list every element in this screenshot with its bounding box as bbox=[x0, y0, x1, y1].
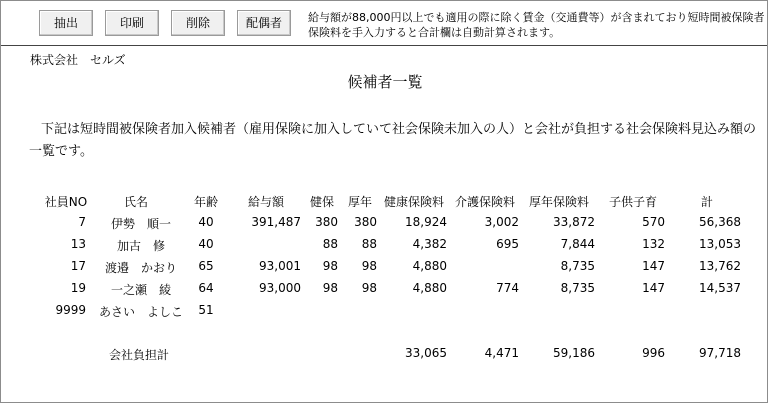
page-title: 候補者一覧 bbox=[347, 73, 423, 91]
row-2-health-grade: 98 bbox=[322, 259, 338, 273]
notice-line-2: 保険料を手入力すると合計欄は自動計算されます。 bbox=[308, 26, 561, 39]
company-name: 株式会社 セルズ bbox=[30, 53, 126, 67]
row-1-emp-no: 13 bbox=[70, 237, 86, 251]
row-0-pension-grade: 380 bbox=[354, 215, 377, 229]
row-0-care-premium: 3,002 bbox=[484, 215, 519, 229]
row-2-emp-no: 17 bbox=[70, 259, 86, 273]
row-2-pension-grade: 98 bbox=[361, 259, 377, 273]
header-pension-premium: 厚年保険料 bbox=[528, 195, 589, 209]
row-3-child-support: 147 bbox=[642, 281, 665, 295]
row-0-health-grade: 380 bbox=[315, 215, 338, 229]
description-line-2: 一覧です。 bbox=[29, 144, 93, 159]
notice-text bbox=[308, 10, 768, 40]
row-2-child-support: 147 bbox=[642, 259, 665, 273]
spouse-button[interactable]: 配偶者 bbox=[237, 10, 291, 36]
row-2-total: 13,762 bbox=[699, 259, 741, 273]
header-pension-grade: 厚年 bbox=[347, 195, 372, 209]
row-3-health-premium: 4,880 bbox=[412, 281, 447, 295]
header-total: 計 bbox=[701, 195, 714, 209]
row-3-name: 一之瀬 綾 bbox=[110, 283, 171, 297]
header-health-grade: 健保 bbox=[309, 195, 334, 209]
row-0-pension-premium: 33,872 bbox=[553, 215, 595, 229]
row-0-name: 伊勢 順一 bbox=[110, 217, 171, 231]
row-1-child-support: 132 bbox=[642, 237, 665, 251]
row-1-total: 13,053 bbox=[699, 237, 741, 251]
row-0-salary: 391,487 bbox=[251, 215, 301, 229]
row-3-pension-grade: 98 bbox=[361, 281, 377, 295]
row-3-salary: 93,000 bbox=[259, 281, 301, 295]
header-name: 氏名 bbox=[123, 195, 148, 209]
row-3-age: 64 bbox=[198, 281, 214, 295]
row-2-name: 渡邉 かおり bbox=[104, 261, 177, 275]
row-1-pension-grade: 88 bbox=[361, 237, 377, 251]
header-health-premium: 健康保険料 bbox=[383, 195, 444, 209]
header-salary: 給与額 bbox=[247, 195, 284, 209]
row-2-salary: 93,001 bbox=[259, 259, 301, 273]
header-care-premium: 介護保険料 bbox=[454, 195, 515, 209]
row-3-pension-premium: 8,735 bbox=[560, 281, 595, 295]
header-child-support: 子供子育 bbox=[608, 195, 657, 209]
delete-button[interactable]: 削除 bbox=[171, 10, 225, 36]
header-age: 年齢 bbox=[193, 195, 218, 209]
row-4-emp-no: 9999 bbox=[55, 303, 86, 317]
row-0-child-support: 570 bbox=[642, 215, 665, 229]
row-3-care-premium: 774 bbox=[496, 281, 519, 295]
row-2-pension-premium: 8,735 bbox=[560, 259, 595, 273]
total-label: 会社負担計 bbox=[109, 348, 170, 362]
row-4-name: あさい よしこ bbox=[98, 305, 183, 319]
print-button[interactable]: 印刷 bbox=[105, 10, 159, 36]
row-0-health-premium: 18,924 bbox=[405, 215, 447, 229]
row-1-care-premium: 695 bbox=[496, 237, 519, 251]
row-4-age: 51 bbox=[198, 303, 214, 317]
description-line-1: 下記は短時間被保険者加入候補者（雇用保険に加入していて社会保険未加入の人）と会社が負担する社会保険料見込み額の bbox=[41, 122, 757, 137]
row-1-age: 40 bbox=[198, 237, 214, 251]
row-1-name: 加古 修 bbox=[116, 239, 165, 253]
row-1-pension-premium: 7,844 bbox=[560, 237, 595, 251]
total-pension-premium: 59,186 bbox=[553, 346, 595, 360]
row-2-health-premium: 4,880 bbox=[412, 259, 447, 273]
row-1-health-grade: 88 bbox=[322, 237, 338, 251]
toolbar bbox=[1, 1, 767, 46]
extract-button[interactable]: 抽出 bbox=[39, 10, 93, 36]
row-0-age: 40 bbox=[198, 215, 214, 229]
total-health-premium: 33,065 bbox=[405, 346, 447, 360]
total-care-premium: 4,471 bbox=[484, 346, 519, 360]
notice-line-1: 給与額が88,000円以上でも適用の際に除く賃金（交通費等）が含まれており短時間被保険者 bbox=[308, 11, 765, 24]
row-3-total: 14,537 bbox=[699, 281, 741, 295]
total-total: 97,718 bbox=[699, 346, 741, 360]
row-1-health-premium: 4,382 bbox=[412, 237, 447, 251]
row-3-health-grade: 98 bbox=[322, 281, 338, 295]
row-2-age: 65 bbox=[198, 259, 214, 273]
row-0-total: 56,368 bbox=[699, 215, 741, 229]
row-0-emp-no: 7 bbox=[78, 215, 86, 229]
header-emp-no: 社員NO bbox=[44, 195, 88, 209]
total-child-support: 996 bbox=[642, 346, 665, 360]
row-3-emp-no: 19 bbox=[70, 281, 86, 295]
